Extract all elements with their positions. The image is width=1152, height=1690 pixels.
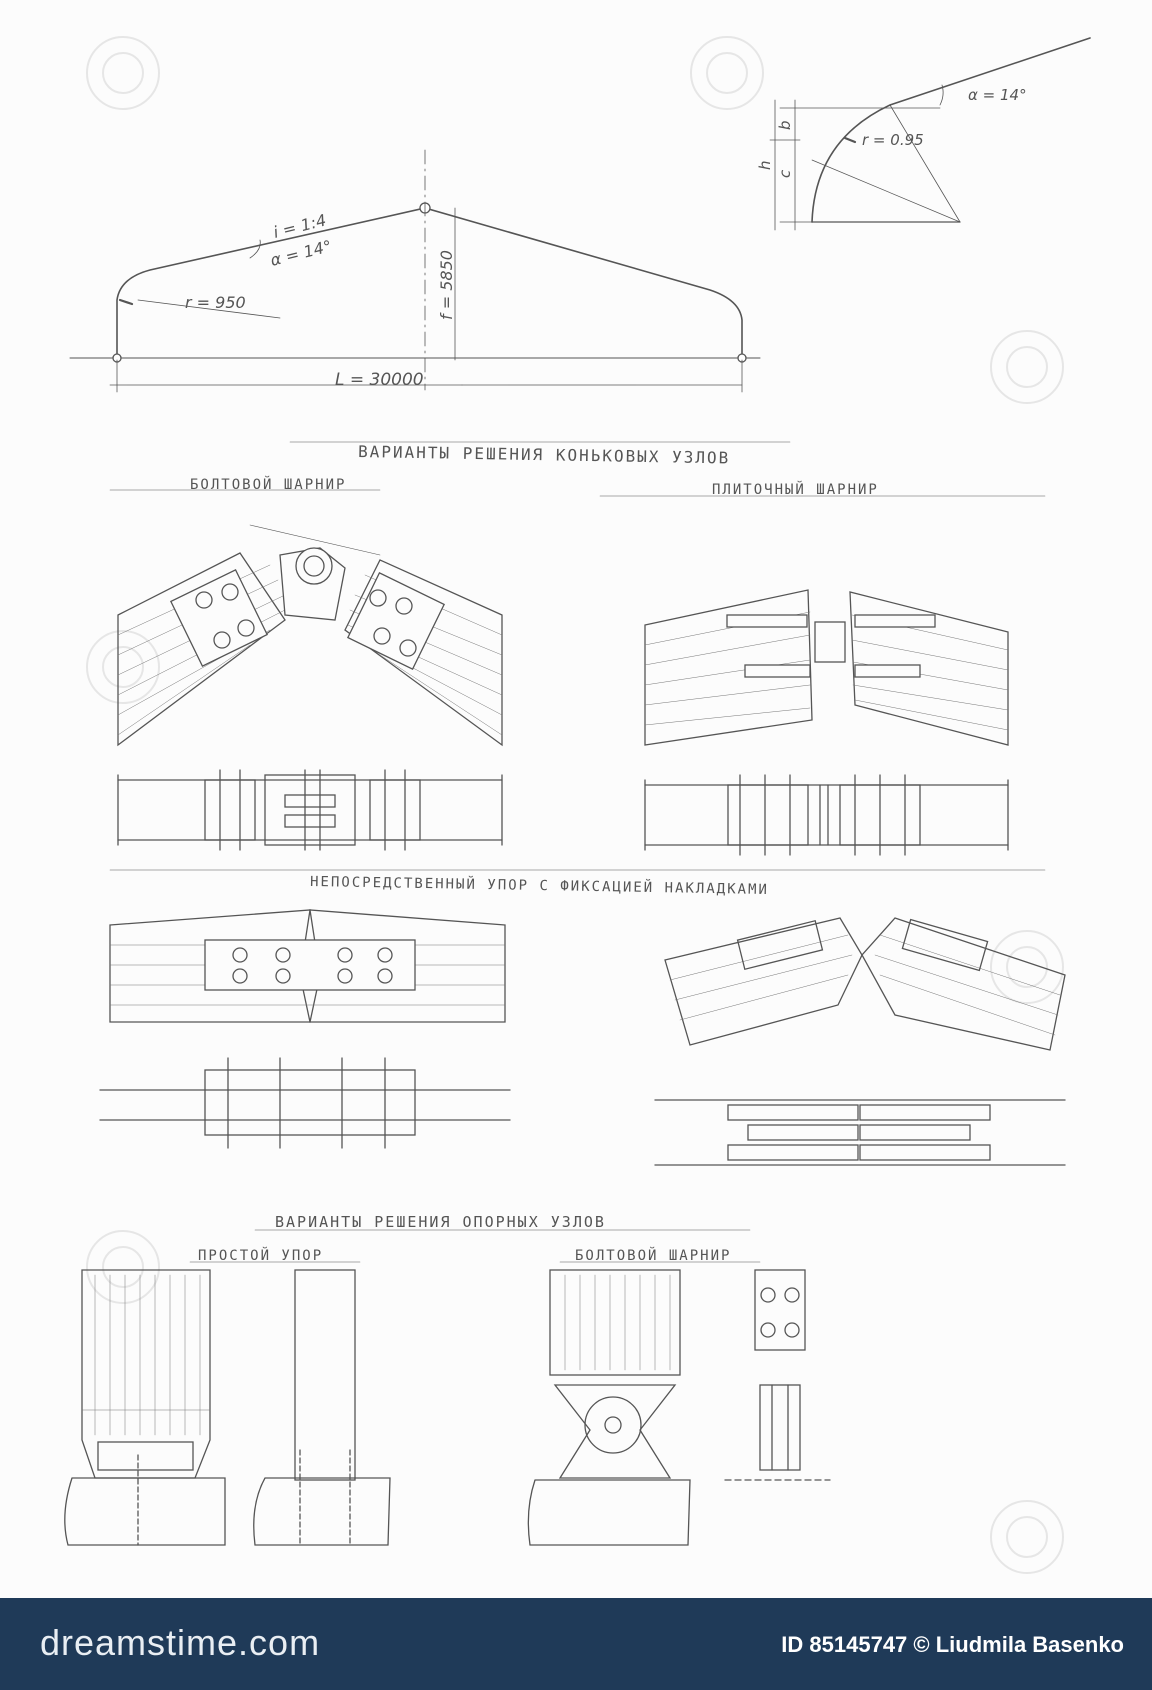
section1-title: ВАРИАНТЫ РЕШЕНИЯ КОНЬКОВЫХ УЗЛОВ: [357, 442, 731, 468]
ridge-plates-plan: [655, 1100, 1065, 1165]
image-credit: ID 85145747 © Liudmila Basenko: [781, 1632, 1124, 1657]
simple-stop-support: [65, 1270, 390, 1545]
direct-stop-label: НЕПОСРЕДСТВЕННЫЙ УПОР С ФИКСАЦИЕЙ НАКЛАДКАМИ: [309, 874, 770, 899]
detail-radius-label: r = 0.95: [862, 131, 924, 149]
span-label: L = 30000: [335, 370, 424, 390]
slope-label: i = 1:4: [271, 210, 329, 242]
detail-h-label: h: [756, 160, 774, 170]
radius-label: r = 950: [185, 293, 246, 312]
stock-footer-bar: [0, 1598, 1152, 1690]
detail-b-label: b: [776, 120, 794, 130]
dreamstime-logo[interactable]: dreamstime.com: [40, 1622, 321, 1663]
direct-stop-plan: [100, 1058, 510, 1148]
detail-c-label: c: [776, 169, 794, 178]
height-label: f = 5850: [437, 250, 456, 320]
arch-scheme: [70, 150, 760, 392]
curve-detail: [756, 38, 1090, 230]
ridge-plates-node: [665, 918, 1065, 1050]
bolt-hinge-support: [528, 1270, 830, 1545]
angle-label: α = 14°: [268, 236, 334, 270]
plate-hinge-label: ПЛИТОЧНЫЙ ШАРНИР: [712, 482, 879, 498]
detail-angle-label: α = 14°: [968, 86, 1027, 104]
bolt-hinge-support-label: БОЛТОВОЙ ШАРНИР: [575, 1248, 732, 1264]
plate-hinge-ridge-node: [645, 590, 1008, 745]
simple-stop-label: ПРОСТОЙ УПОР: [198, 1248, 324, 1264]
plate-hinge-plan: [645, 775, 1008, 855]
bolt-hinge-label: БОЛТОВОЙ ШАРНИР: [190, 477, 347, 493]
direct-stop-node: [110, 910, 505, 1022]
bolt-hinge-ridge-node: [118, 525, 502, 745]
section2-title: ВАРИАНТЫ РЕШЕНИЯ ОПОРНЫХ УЗЛОВ: [275, 1213, 606, 1231]
